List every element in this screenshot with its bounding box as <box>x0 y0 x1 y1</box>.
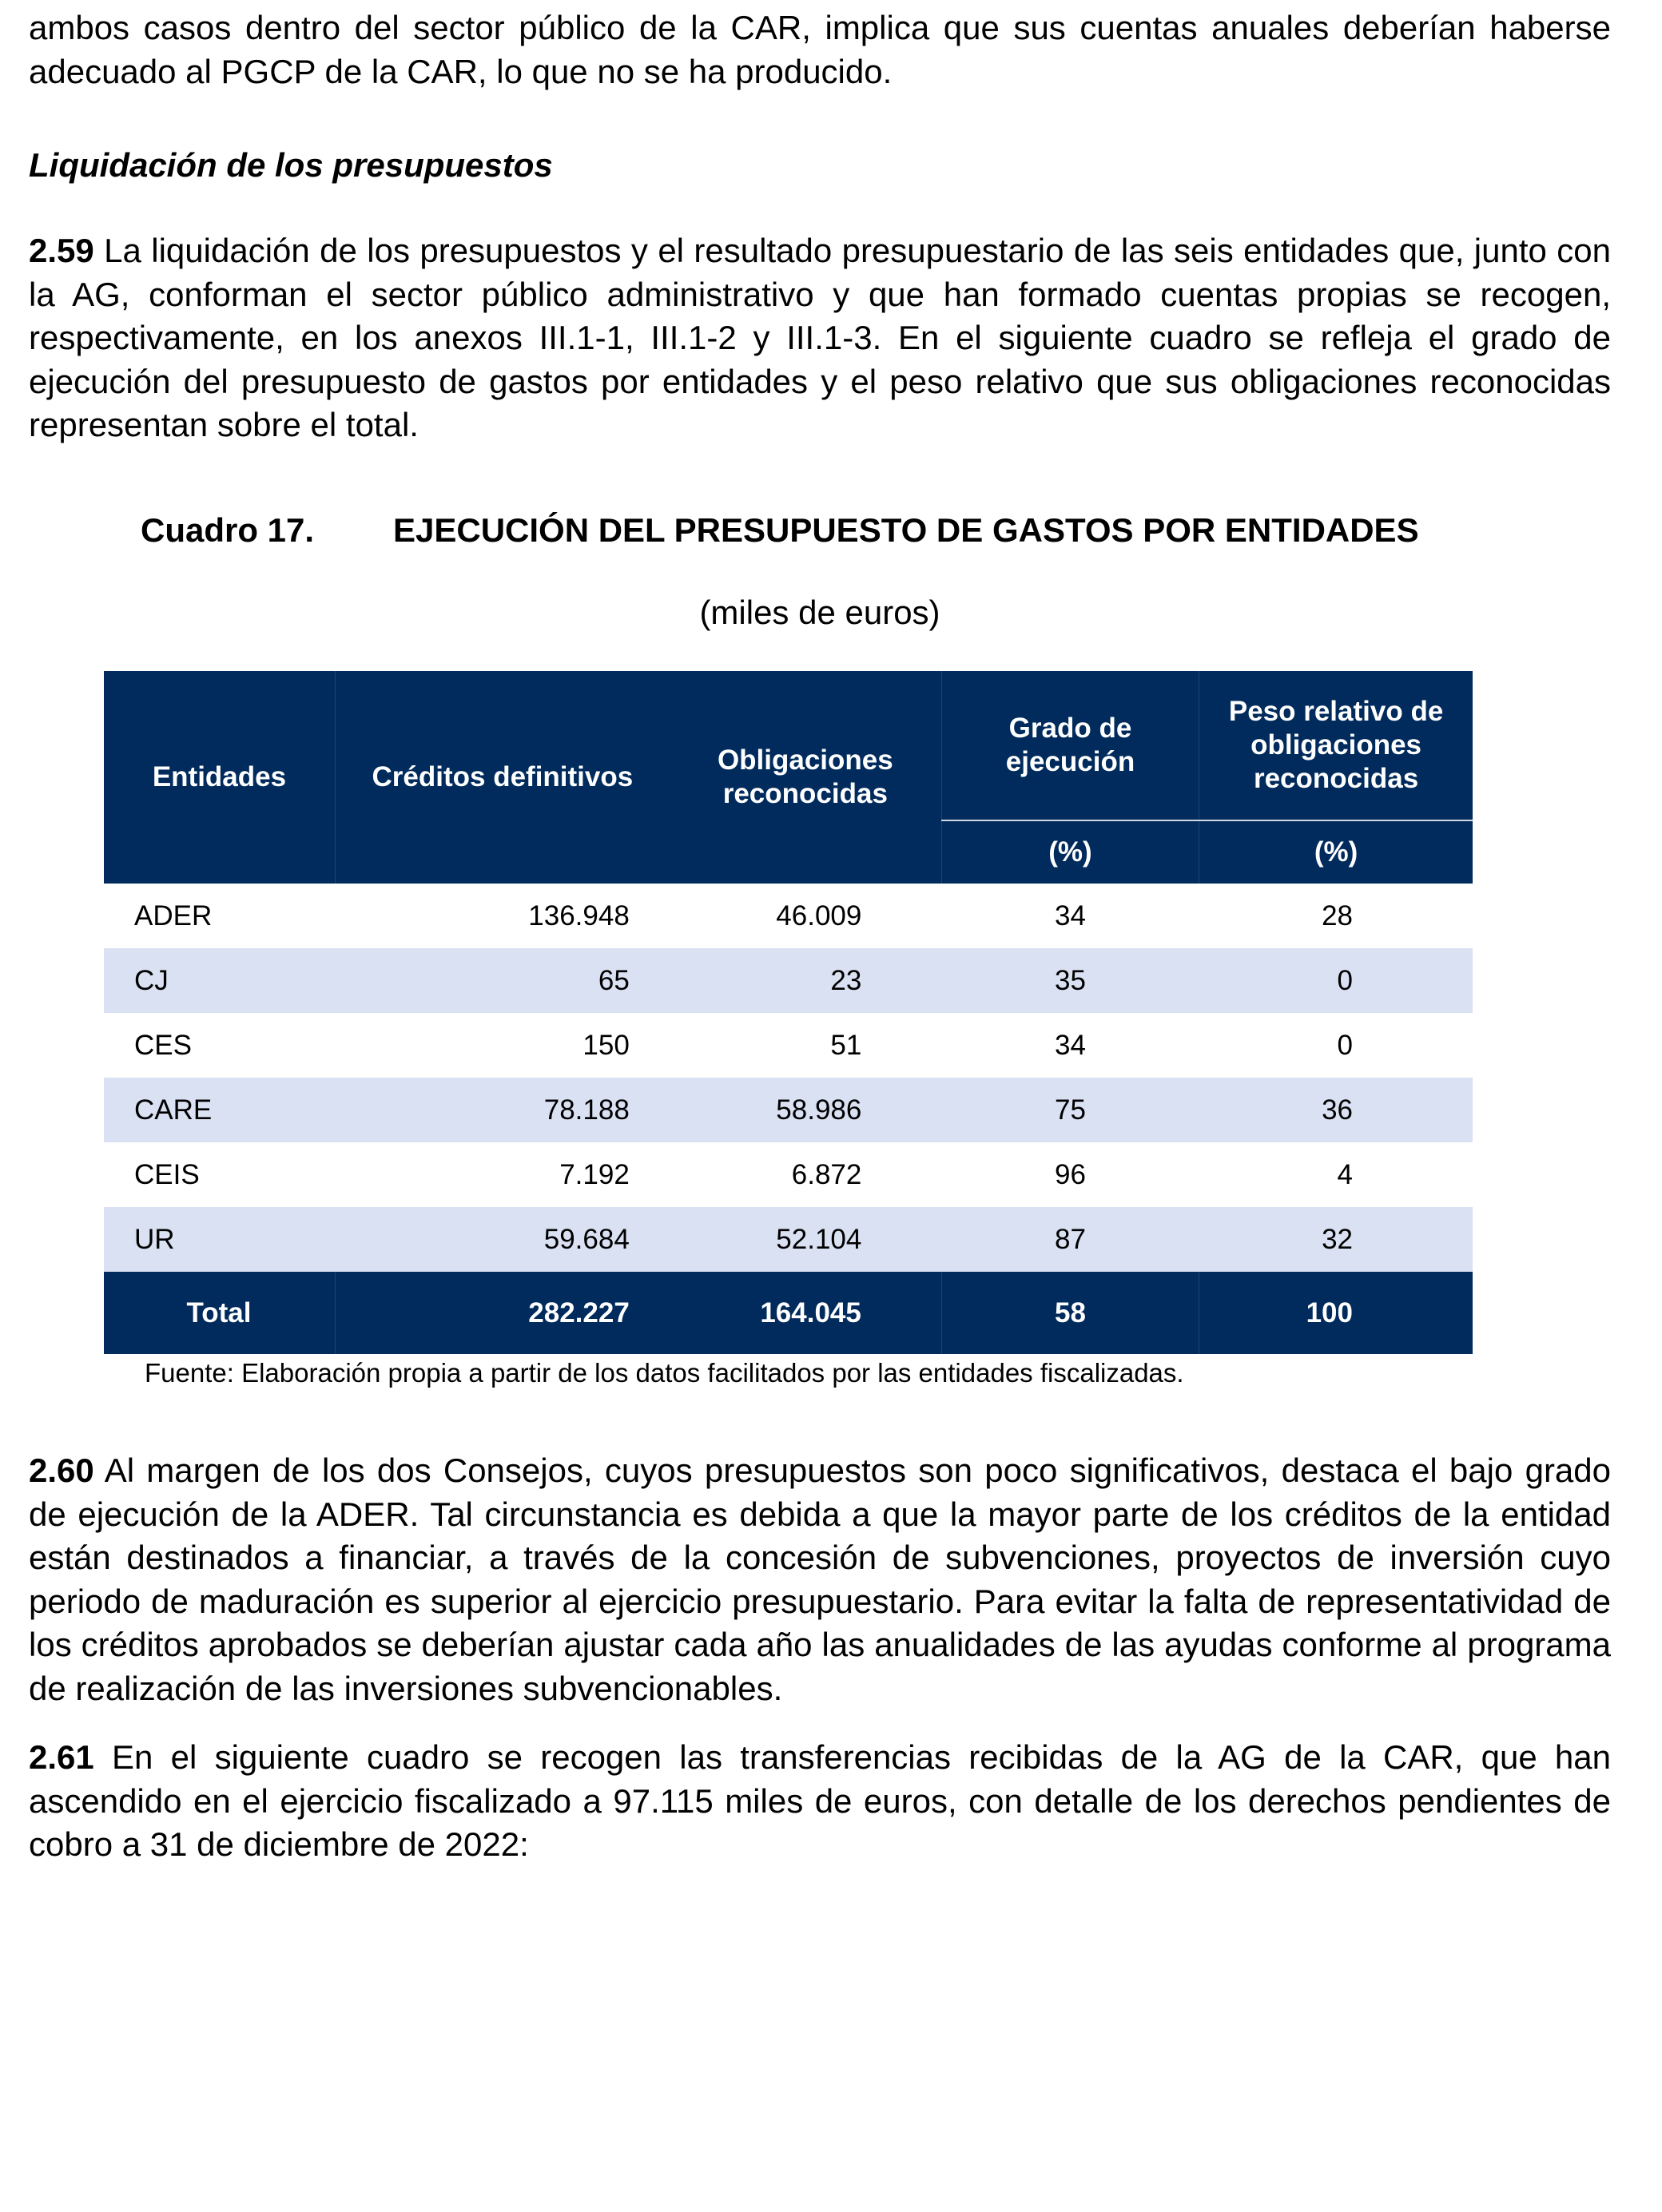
cell-creditos: 136.948 <box>528 899 630 931</box>
section-heading: Liquidación de los presupuestos <box>29 146 553 184</box>
paragraph-number: 2.60 <box>29 1452 94 1489</box>
cell-grado: 96 <box>1055 1158 1086 1190</box>
header-grado-unit: (%) <box>941 820 1199 884</box>
header-grado-line1: Grado de <box>1008 713 1132 744</box>
header-grado-line2: ejecución <box>1005 746 1135 777</box>
paragraph-text: La liquidación de los presupuestos y el resultado presupuestario de las seis entidades que, junto con la AG, conforman el sector público administrativo y que han formado cuentas propias se recogen, respectivamente, en los anexos III.1-1, III.1-2 y III.1-3. En el siguiente cuadro se refleja el grado de ejecución del presupuesto de gastos por entidades y el peso relativo que sus obligaciones reconocidas representan sobre el total. <box>29 232 1611 443</box>
table-caption-title: EJECUCIÓN DEL PRESUPUESTO DE GASTOS POR ENTIDADES <box>393 511 1419 549</box>
total-creditos: 282.227 <box>335 1272 669 1354</box>
cell-creditos: 59.684 <box>335 1207 669 1272</box>
cell-creditos: 65 <box>335 948 669 1013</box>
cell-obligaciones: 46.009 <box>776 899 862 931</box>
cell-creditos: 150 <box>582 1029 630 1061</box>
paragraph-text: Al margen de los dos Consejos, cuyos presupuestos son poco significativos, destaca el bajo grado de ejecución de la ADER. Tal circunstancia es debida a que la mayor parte de los créditos de la entidad están destinados a financiar, a través de la concesión de subvenciones, proyectos de inversión cuyo periodo de maduración es superior al ejercicio presupuestario. Para evitar la falta de representatividad de los créditos aprobados se deberían ajustar cada año las anualidades de las ayudas conforme al programa de realización de las inversiones subvencionables. <box>29 1452 1612 1707</box>
cell-peso: 0 <box>1199 948 1473 1013</box>
table-source-note: Fuente: Elaboración propia a partir de los datos facilitados por las entidades fiscalizadas. <box>145 1358 1184 1388</box>
total-obligaciones: 164.045 <box>670 1272 942 1354</box>
table-row <box>104 1207 1473 1272</box>
cell-peso: 0 <box>1337 1029 1353 1061</box>
header-peso <box>1199 671 1473 820</box>
cell-grado: 34 <box>1055 1029 1086 1061</box>
header-peso-unit: (%) <box>1199 820 1473 884</box>
paragraph-2-61 <box>29 1736 1611 1867</box>
table-total-row <box>104 1272 1473 1354</box>
cell-entidad: UR <box>104 1207 335 1272</box>
cell-peso: 36 <box>1199 1078 1473 1142</box>
paragraph-number: 2.59 <box>29 232 94 269</box>
cell-grado: 35 <box>941 948 1199 1013</box>
cell-obligaciones: 23 <box>670 948 942 1013</box>
table-row <box>104 948 1473 1013</box>
cell-creditos: 7.192 <box>559 1158 630 1190</box>
cell-obligaciones: 58.986 <box>670 1078 942 1142</box>
header-peso-line2: obligaciones <box>1250 729 1422 760</box>
cell-creditos: 78.188 <box>335 1078 669 1142</box>
cell-obligaciones: 51 <box>830 1029 862 1061</box>
header-grado <box>941 671 1199 820</box>
cell-obligaciones: 6.872 <box>791 1158 862 1190</box>
cell-peso: 4 <box>1337 1158 1353 1190</box>
paragraph-intro: ambos casos dentro del sector público de la CAR, implica que sus cuentas anuales deberían haberse adecuado al PGCP de la CAR, lo que no se ha producido. <box>29 9 1611 90</box>
paragraph-number: 2.61 <box>29 1738 94 1776</box>
header-peso-line1: Peso relativo de <box>1228 696 1444 727</box>
paragraph-2-60 <box>29 1449 1611 1710</box>
budget-execution-table <box>104 671 1473 1354</box>
header-entidades: Entidades <box>104 671 335 884</box>
header-obligaciones-line1: Obligaciones <box>717 745 893 776</box>
total-grado: 58 <box>941 1272 1199 1354</box>
paragraph-2-59 <box>29 229 1611 447</box>
cell-grado: 75 <box>941 1078 1199 1142</box>
cell-entidad: ADER <box>134 899 213 931</box>
paragraph-text: En el siguiente cuadro se recogen las transferencias recibidas de la AG de la CAR, que han ascendido en el ejercicio fiscalizado a 97.115 miles de euros, con detalle de los derechos pendientes de cobro a 31 de diciembre de 2022: <box>29 1738 1612 1863</box>
header-obligaciones <box>670 671 942 884</box>
cell-grado: 87 <box>941 1207 1199 1272</box>
header-peso-line3: reconocidas <box>1253 763 1419 794</box>
table-row <box>104 1142 1473 1207</box>
cell-peso: 28 <box>1322 899 1353 931</box>
table-subtitle: (miles de euros) <box>699 594 940 631</box>
total-label: Total <box>104 1272 335 1354</box>
table-caption-number: Cuadro 17. <box>141 511 315 549</box>
cell-entidad: CEIS <box>134 1158 200 1190</box>
cell-entidad: CJ <box>104 948 335 1013</box>
cell-obligaciones: 52.104 <box>670 1207 942 1272</box>
table-row <box>104 884 1473 948</box>
header-obligaciones-line2: reconocidas <box>722 778 888 809</box>
cell-peso: 32 <box>1199 1207 1473 1272</box>
total-peso: 100 <box>1199 1272 1473 1354</box>
table-row <box>104 1013 1473 1078</box>
cell-entidad: CARE <box>104 1078 335 1142</box>
header-creditos: Créditos definitivos <box>335 671 669 884</box>
cell-grado: 34 <box>1055 899 1086 931</box>
cell-entidad: CES <box>134 1029 192 1061</box>
table-row <box>104 1078 1473 1142</box>
